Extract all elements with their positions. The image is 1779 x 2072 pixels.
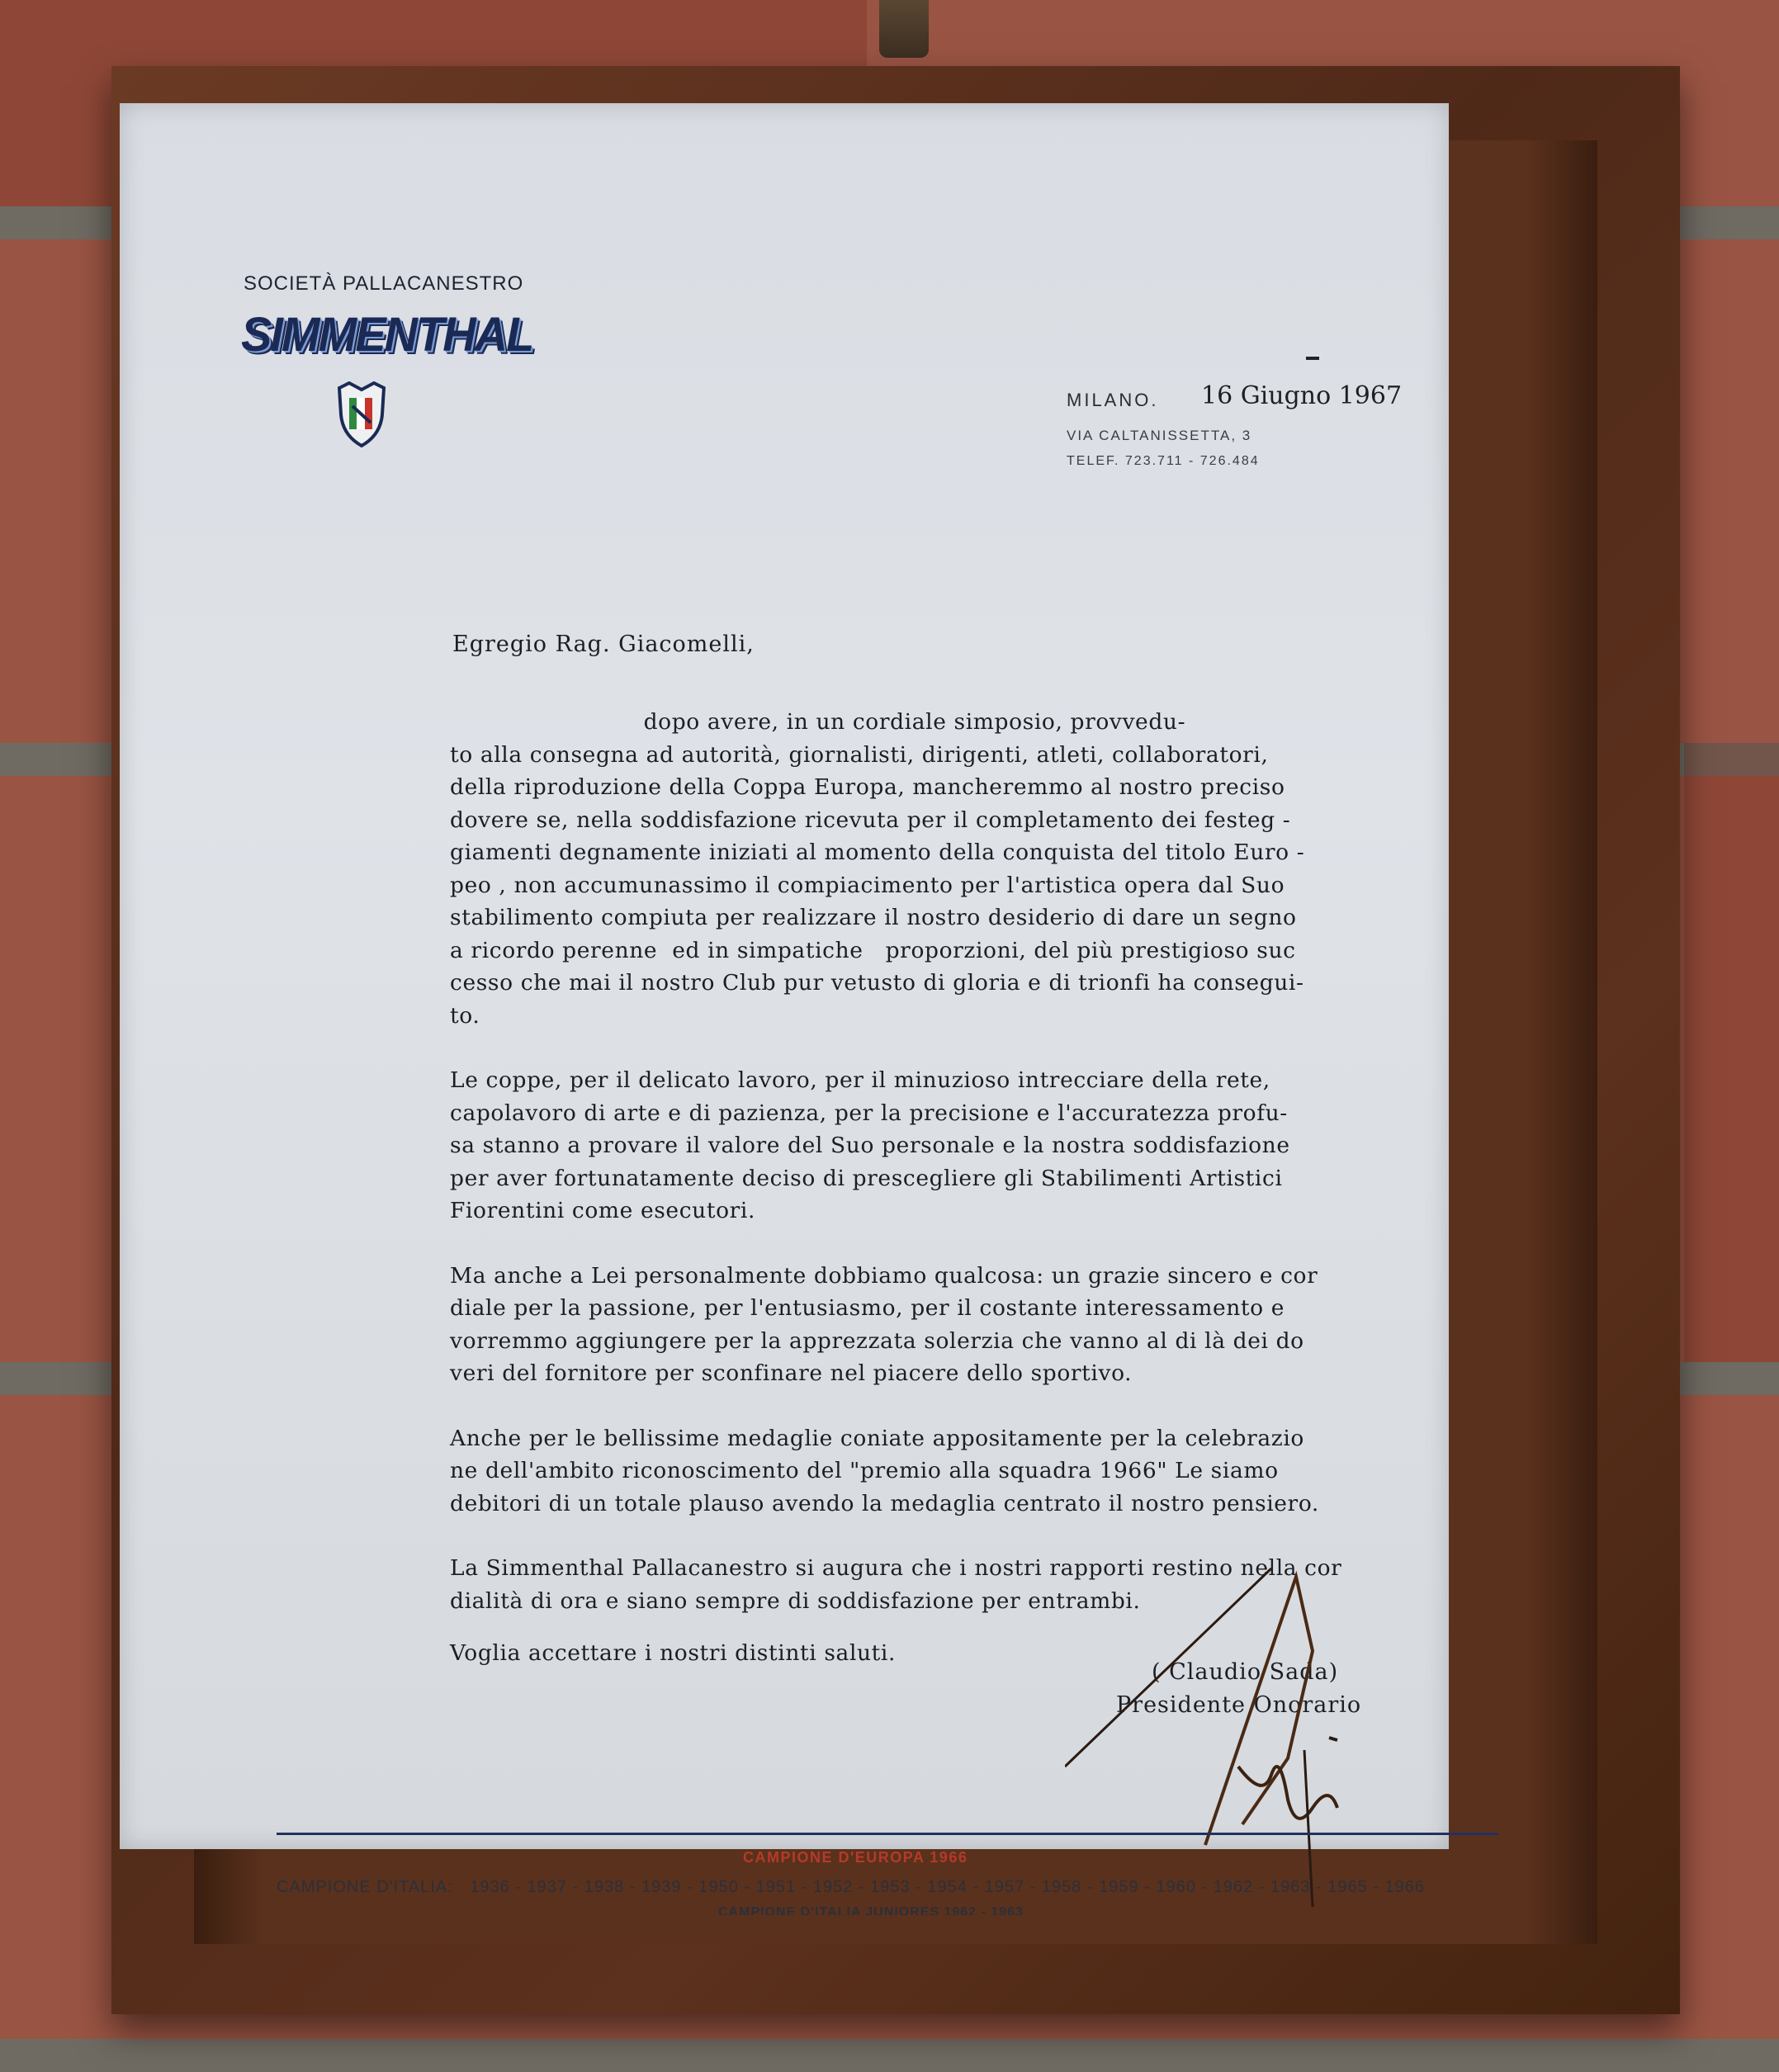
brick: [1684, 743, 1779, 1362]
body-line: dopo avere, in un cordiale simposio, provvedu-: [450, 709, 1186, 735]
body-line: per aver fortunatamente deciso di prescegliere gli Stabilimenti Artistici: [450, 1165, 1283, 1191]
signer-name: ( Claudio Sada): [1152, 1659, 1339, 1685]
body-line: debitori di un totale plauso avendo la medaglia centrato il nostro pensiero.: [450, 1490, 1319, 1516]
letter-body: [450, 706, 1449, 1670]
body-line: Anche per le bellissime medaglie coniate appositamente per la celebrazio: [450, 1425, 1304, 1451]
body-line: giamenti degnamente iniziati al momento della conquista del titolo Euro -: [450, 840, 1305, 865]
shield-crest-icon: [333, 381, 390, 447]
body-line: della riproduzione della Coppa Europa, mancheremmo al nostro preciso: [450, 774, 1285, 800]
body-line: stabilimento compiuta per realizzare il nostro desiderio di dare un segno: [450, 905, 1297, 930]
handwritten-signature: [1065, 1560, 1362, 1915]
body-line: ne dell'ambito riconoscimento del "premio alla squadra 1966" Le siamo: [450, 1458, 1279, 1483]
body-line: peo , non accumunassimo il compiacimento per l'artistica opera dal Suo: [450, 872, 1285, 898]
telephone-line: TELEF. 723.711 - 726.484: [1067, 454, 1260, 468]
body-line: sa stanno a provare il valore del Suo personale e la nostra soddisfazione: [450, 1133, 1290, 1158]
body-line: diale per la passione, per l'entusiasmo, per il costante interessamento e: [450, 1295, 1285, 1321]
footer-rule: [277, 1833, 1498, 1835]
body-line: dialità di ora e siano sempre di soddisfazione per entrambi.: [450, 1587, 1141, 1614]
body-line: Fiorentini come esecutori.: [450, 1198, 755, 1223]
italian-champion-line: [277, 1878, 1425, 1897]
body-line: cesso che mai il nostro Club pur vetusto di gloria e di trionfi ha consegui-: [450, 970, 1304, 996]
body-line: dovere se, nella soddisfazione ricevuta per il completamento dei festeg -: [450, 807, 1291, 833]
address-line: VIA CALTANISSETTA, 3: [1067, 428, 1252, 443]
body-line: Le coppe, per il delicato lavoro, per il minuzioso intrecciare della rete,: [450, 1067, 1270, 1093]
body-line: Ma anche a Lei personalmente dobbiamo qualcosa: un grazie sincero e cor: [450, 1262, 1318, 1289]
body-line: to.: [450, 1002, 480, 1029]
body-line: vorremmo aggiungere per la apprezzata solerzia che vanno al di là dei do: [450, 1327, 1304, 1354]
letter-date: 16 Giugno 1967: [1201, 381, 1403, 410]
ink-mark: [1306, 357, 1319, 360]
hanging-nail: [879, 0, 929, 58]
salutation: Egregio Rag. Giacomelli,: [452, 632, 755, 657]
body-line: veri del fornitore per sconfinare nel piacere dello sportivo.: [450, 1360, 1133, 1386]
place-label: MILANO.: [1067, 390, 1159, 410]
italian-champion-years: 1936 - 1937 - 1938 - 1939 - 1950 - 1951 - 1952 - 1953 - 1954 - 1957 - 1958 - 1959 - 1960 - 1962 - 1963 - 1965 - 1966: [470, 1878, 1426, 1896]
mortar-line: [0, 2039, 1779, 2072]
body-line: La Simmenthal Pallacanestro si augura che i nostri rapporti restino nella cor: [450, 1555, 1342, 1581]
european-champion-label: CAMPIONE D'EUROPA 1966: [743, 1849, 968, 1866]
closing-line: Voglia accettare i nostri distinti saluti.: [450, 1640, 897, 1666]
signer-role: Presidente Onorario: [1116, 1692, 1362, 1718]
body-line: a ricordo perenne ed in simpatiche proporzioni, del più prestigioso suc: [450, 937, 1296, 963]
italian-champion-label: CAMPIONE D'ITALIA:: [277, 1878, 453, 1896]
juniores-champion-line: CAMPIONE D'ITALIA JUNIORES 1962 - 1963: [718, 1905, 1024, 1915]
body-line: to alla consegna ad autorità, giornalisti, dirigenti, atleti, collaboratori,: [450, 741, 1269, 768]
body-line: capolavoro di arte e di pazienza, per la precisione e l'accuratezza profu-: [450, 1100, 1288, 1126]
society-label: SOCIETÀ PALLACANESTRO: [244, 272, 524, 295]
simmenthal-logo: SIMMENTHAL: [241, 306, 533, 362]
